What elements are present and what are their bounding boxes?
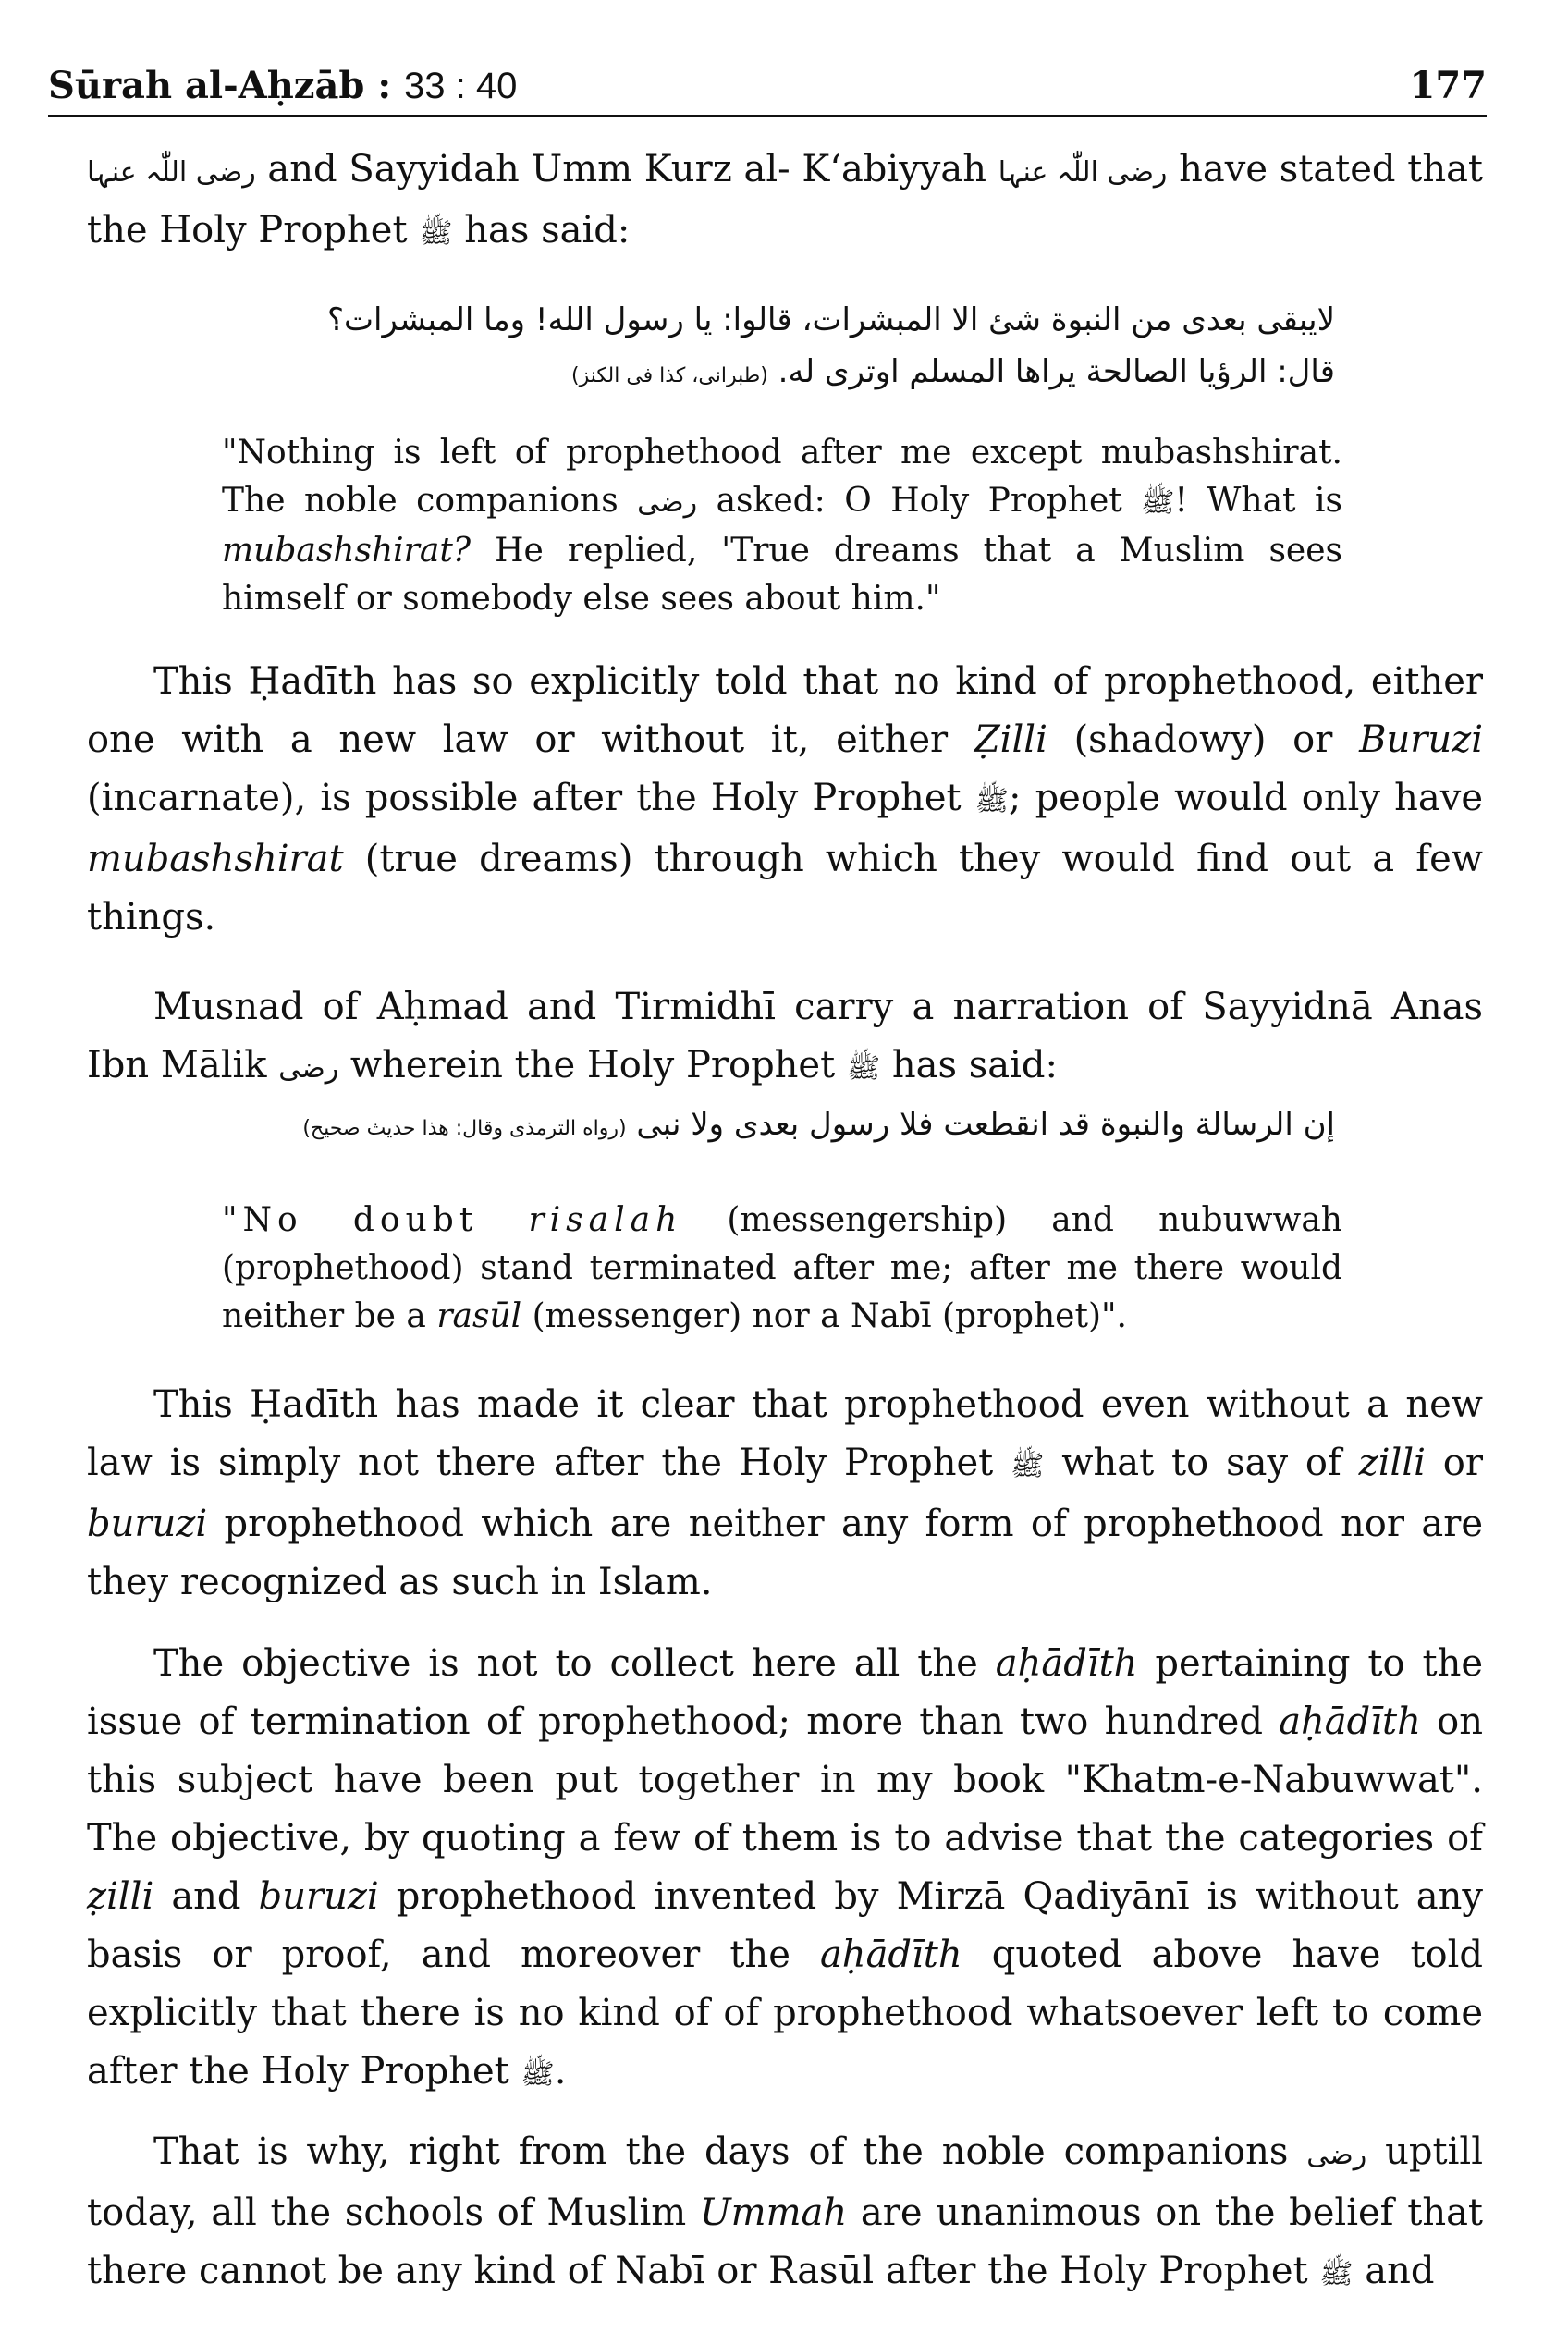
salutation-icon: ﷺ — [1319, 2258, 1354, 2290]
arabic-honorific: رضی اللّٰہ عنہا — [998, 156, 1168, 189]
arabic-honorific: رضی اللّٰہ عنہا — [87, 156, 256, 189]
honorific-icon: رضی — [1306, 2139, 1367, 2171]
paragraph-4: This Ḥadīth has made it clear that prophethood even without a new law is simply not there after the Holy Prophet ﷺ what to say of zilli or buruzi prophethood which are neither any form of prophethood nor are they recognized as such in Islam. — [87, 1383, 1483, 1603]
honorific-icon: رضی — [637, 486, 698, 519]
page-number: 177 — [1409, 64, 1487, 107]
arabic-source: (طبرانی، کذا فی الکنز) — [571, 364, 768, 387]
running-head — [48, 52, 1487, 107]
arabic-line: قال: الرؤيا الصالحة يراها المسلم اوترى له. (طبرانی، کذا فی الکنز) — [571, 353, 1335, 390]
salutation-icon: ﷺ — [846, 1052, 881, 1085]
surah-name: Sūrah al-Aḥzāb : — [48, 64, 392, 107]
paragraph-5: The objective is not to collect here all the aḥādīth pertaining to the issue of termination of prophethood; more than two hundred aḥādīth on this subject have been put together in my book "Khatm-e-Nabuwwat". The objective, by quoting a few of them is to advise that the categories of ẓilli and buruzi prophethood invented by Mirzā Qadiyānī is without any basis or proof, and moreover the aḥādīth quoted above have told explicitly that there is no kind of of prophethood whatsoever left to come after the Holy Prophet ﷺ. — [87, 1642, 1483, 2093]
running-title — [48, 64, 517, 107]
salutation-icon: ﷺ — [974, 785, 1009, 817]
translation-quote-2: "No doubt risalah (messengership) and nubuwwah (prophethood) stand terminated after me; after me there would neither be a rasūl (messenger) nor a Nabī (prophet)". — [222, 1201, 1342, 1335]
translation-quote-1: "Nothing is left of prophethood after me except mubashshirat. The noble companions رضی asked: O Holy Prophet ﷺ! What is mubashshirat? He replied, 'True dreams that a Muslim sees himself or somebody else sees about him." — [222, 434, 1342, 618]
salutation-icon: ﷺ — [1011, 1450, 1045, 1482]
salutation-icon: ﷺ — [1141, 486, 1175, 519]
salutation-icon: ﷺ — [419, 217, 453, 250]
paragraph-6: That is why, right from the days of the noble companions رضی uptill today, all the schools of Muslim Ummah are unanimous on the belief that there cannot be any kind of Nabī or Rasūl after the Holy Prophet ﷺ and — [87, 2130, 1483, 2292]
arabic-hadith-1 — [226, 294, 1335, 402]
paragraph-2: This Ḥadīth has so explicitly told that no kind of prophethood, either one with a new law or without it, either Ẓilli (shadowy) or Buruzi (incarnate), is possible after the Holy Prophet ﷺ; people would only have mubashshirat (true dreams) through which they would find out a few things. — [87, 660, 1483, 939]
arabic-line: لايبقى بعدى من النبوة شئ الا المبشرات، قالوا: يا رسول الله! وما المبشرات؟ — [326, 301, 1335, 338]
salutation-icon: ﷺ — [521, 2058, 555, 2091]
verse-reference: 33 : 40 — [404, 66, 518, 106]
arabic-source: (رواه الترمذی وقال: هذا حديث صحيح) — [302, 1117, 627, 1140]
header-rule — [48, 115, 1487, 117]
paragraph-1: رضی اللّٰہ عنہا and Sayyidah Umm Kurz al- K‘abiyyah رضی اللّٰہ عنہا have stated that the Holy Prophet ﷺ has said: — [87, 148, 1484, 252]
honorific-icon: رضی — [278, 1052, 339, 1085]
arabic-line: إن الرسالة والنبوة قد انقطعت فلا رسول بعدى ولا نبى (رواه الترمذی وقال: هذا حديث صحيح) — [302, 1106, 1335, 1143]
arabic-hadith-2 — [226, 1099, 1335, 1155]
paragraph-3: Musnad of Aḥmad and Tirmidhī carry a narration of Sayyidnā Anas Ibn Mālik رضی wherein the Holy Prophet ﷺ has said: — [87, 986, 1483, 1087]
